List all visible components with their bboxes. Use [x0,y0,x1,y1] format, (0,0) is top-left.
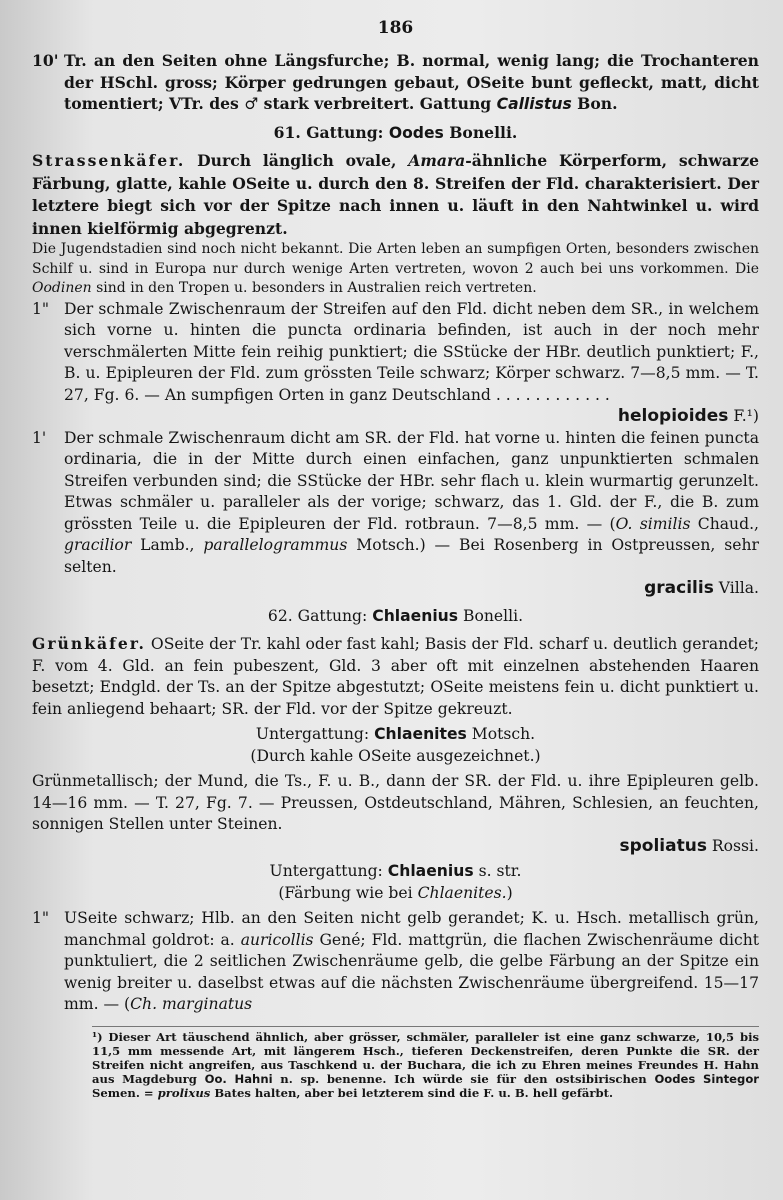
entry-text-b: Gené; Fld. mattgrün, die flachen Zwischenräume dicht punktuliert, die 2 seitlichen Zwischenräume gelb, die gelbe Färbung an der Spitze ein wenig breiter u. daselbst etwas auf die nächsten Zwischenräume übergreifend. 15—17 mm. — ( [64,930,760,1013]
key-entry-gracilis [32,428,759,600]
genus-callistus-author: Bon. [571,94,618,113]
synonym-1: O. similis [615,514,691,533]
desc-b: -ähnliche Körperform, schwarze Färbung, glatte, kahle OSeite u. durch den 8. Streifen der Fld. charakterisiert. Der letztere biegt sich vor der Spitze nach innen u. läuft in den Nahtwinkel u. wird innen kielförmig abgegrenzt. [32,151,759,238]
genus-author: Bonelli. [458,606,524,625]
genus-oodes: Oodes [388,123,444,142]
note-italic: Chlaenites. [417,883,507,902]
species-line [32,836,759,858]
entry-number: 1' [32,428,47,447]
desc-italic: Amara [408,151,466,170]
page-number: 186 [377,18,414,38]
entry-text [64,908,759,1016]
subgenus-author: Motsch. [466,725,536,743]
note-italic: Oodinen [32,280,92,296]
genus-62-description [32,633,759,720]
male-symbol: ♂ [244,94,259,113]
subgenus-name: Chlaenites [374,725,467,743]
common-name: Strassenkäfer. [32,151,186,170]
couplet-number: 10' [32,51,59,70]
synonym-3-author: Motsch.) — Bei Rosenberg in Ostpreussen, sehr selten. [64,536,759,576]
footnote-text [92,1030,759,1100]
key-entry-helopioides [32,299,759,428]
genus-61-heading [32,122,759,145]
species-name: gracilis [644,578,714,598]
subgenus-chlaenites-note: (Durch kahle OSeite ausgezeichnet.) [250,746,541,765]
heading-prefix: 61. Gattung: [273,122,389,142]
entry-italic-2: Ch. marginatus [130,995,253,1013]
entry-text-a: Der schmale Zwischenraum dicht am SR. der Fld. hat vorne u. hinten die feinen puncta ordinaria, die in der Mitte durch einen einfachen, ganz unpunktierten schmalen Streifen verbunden sind; die SStücke der HBr. sehr flach u. klein wurmartig gerunzelt. Etwas schmäler u. paralleler als der vorige; schwarz, das 1. Gld. der F., die B. zum grössten Teile u. die Epipleuren der Fld. rotbraun. 7—8,5 mm. — ( [64,428,759,533]
species-name: spoliatus [619,835,707,856]
synonym-3: parallelogrammus [203,536,348,554]
species-author: Villa. [713,579,759,597]
couplet-text-b: stark verbreitert. Gattung [258,94,497,113]
synonym-1-author: Chaud., [690,514,759,533]
entry-text: Der schmale Zwischenraum der Streifen auf den Fld. dicht neben dem SR., in welchem sich vorne u. hinten die puncta ordinaria befinden, ist auch in der noch mehr verschmälerten Mitte fein reihig punktiert; die SStücke der HBr. deutlich punktiert; F., B. u. Epipleuren der Fld. zum grössten Teile schwarz; Körper schwarz. 7—8,5 mm. — T. 27, Fg. 6. — An sumpfigen Orten in ganz Deutschland . . . . . . . . . . . . [64,299,759,404]
entry-number: 1" [32,909,50,927]
couplet-10 [32,50,759,116]
subgenus-chlaenites-heading [32,724,759,746]
species-author: Rossi. [706,836,759,855]
subgenus-prefix: Untergattung: [255,725,375,743]
synonym-2-author: Lamb., [131,536,204,554]
footnote-italic: prolixus [157,1085,211,1100]
genus-author: Bonelli. [443,122,518,142]
common-name: Grünkäfer. [32,634,146,653]
footnote-species-2: Oodes Sintegor [654,1071,759,1086]
couplet-text [64,50,759,116]
subgenus-name: Chlaenius [387,862,474,880]
synonym-2: gracilior [64,536,132,554]
species-line [64,578,759,600]
footnote-c: Semen. = [92,1085,158,1100]
entry-number: 1" [32,299,50,318]
subgenus-chlaenites-text: Grünmetallisch; der Mund, die Ts., F. u. B., dann der SR. der Fld. u. ihre Epipleuren gelb. 14—16 mm. — T. 27, Fg. 7. — Preussen, Ostdeutschland, Mähren, Schlesien, an feuchten, sonnigen Stellen unter Steinen. [32,772,759,833]
subgenus-chlaenius-note [32,883,759,905]
species-name: helopioides [617,406,729,426]
subgenus-author: s. str. [473,862,522,880]
heading-prefix: 62. Gattung: [267,606,373,625]
genus-62-heading [32,606,759,628]
note-a: Die Jugendstadien sind noch nicht bekannt. Die Arten leben an sumpfigen Orten, besonders zwischen Schilf u. sind in Europa nur durch wenige Arten vertreten, wovon 2 auch bei uns vorkommen. Die [32,241,759,277]
genus-chlaenius: Chlaenius [372,606,459,625]
footnote-a: ¹) Dieser Art täuschend ähnlich, aber grösser, schmäler, paralleler ist eine ganz schwarze, 10,5 bis 11,5 mm messende Art, mit längerem Hsch., tieferen Deckenstreifen, deren Punkte die SR. der Streifen nicht angreifen, aus Taschkend u. der Buchara, die ich zu Ehren meines Freundes H. Hahn aus Magdeburg [92,1029,759,1086]
footnote-d: Bates halten, aber bei letzterem sind die F. u. B. hell gefärbt. [210,1085,613,1100]
genus-61-note [32,240,759,299]
genus-callistus: Callistus [496,95,572,113]
footnote-species: Oo. Hahni [204,1071,273,1086]
note-a: (Färbung wie bei [278,883,418,902]
genus-61-description [32,150,759,240]
note-b: ) [506,883,513,902]
species-author: F.¹) [728,407,759,425]
species-line [64,406,759,428]
subgenus-prefix: Untergattung: [269,862,388,880]
footnote [92,1026,759,1100]
note-b: sind in den Tropen u. besonders in Australien reich vertreten. [91,280,537,296]
subgenus-chlaenius-heading [32,861,759,883]
desc-a: Durch länglich ovale, [185,151,409,170]
description: OSeite der Tr. kahl oder fast kahl; Basis der Fld. scharf u. deutlich gerandet; F. vom 4. Gld. an fein pubeszent, Gld. 3 aber oft mit einzelnen abstehenden Haaren besetzt; Endgld. der Ts. an der Spitze abgestutzt; OSeite meistens fein u. dicht punktiert u. fein anliegend behaart; SR. der Fld. vor der Spitze gekreuzt. [32,635,759,718]
entry-text-a: USeite schwarz; Hlb. an den Seiten nicht gelb gerandet; K. u. Hsch. metallisch grün, manchmal goldrot: a. [64,909,759,949]
footnote-b: n. sp. benenne. Ich würde sie für den ostsibirischen [272,1071,655,1086]
entry-text [64,428,759,579]
key-entry-chlaenius-1 [32,908,759,1016]
couplet-text-a: Tr. an den Seiten ohne Längsfurche; B. normal, wenig lang; die Trochanteren der HSchl. gross; Körper gedrungen gebaut, OSeite bunt gefleckt, matt, dicht tomentiert; VTr. des [64,51,759,113]
entry-italic: auricollis [240,930,314,949]
